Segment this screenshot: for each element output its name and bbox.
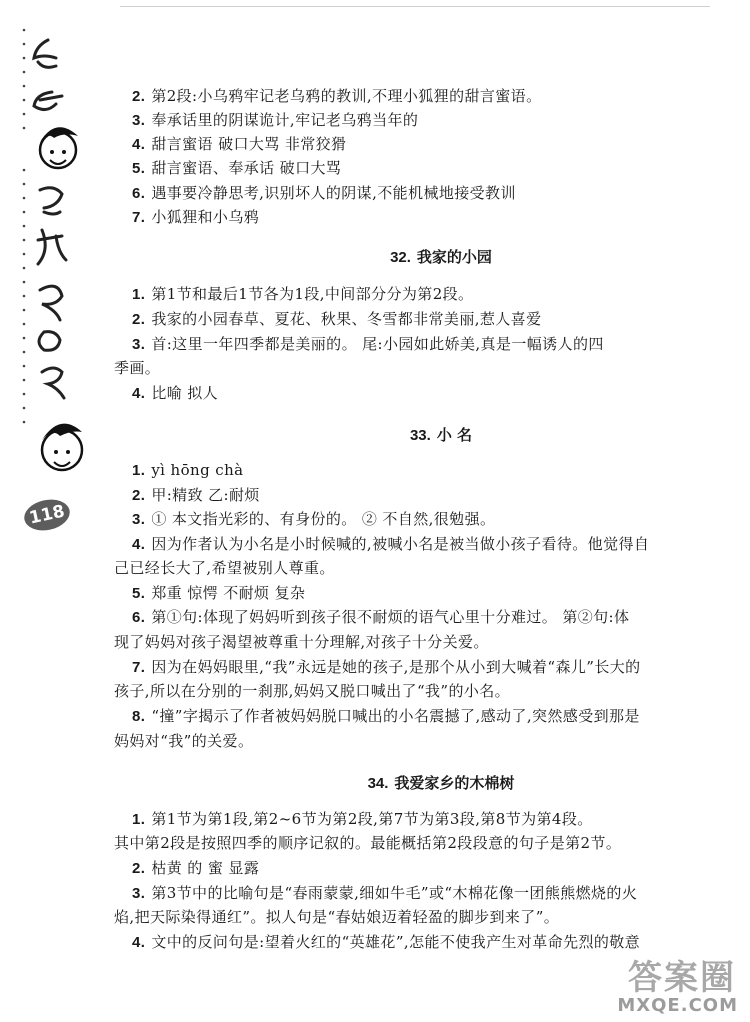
doodle-char-6 xyxy=(39,332,60,351)
doodle-char-2 xyxy=(34,92,62,110)
s33-item-8-cont: 妈妈对“我”的关爱。 xyxy=(114,732,254,750)
s34-item-4: 4. 文中的反问句是:望着火红的“英雄花”,怎能不使我产生对革命先烈的敬意 xyxy=(132,933,641,951)
watermark-logo: 答案圈 xyxy=(628,958,736,998)
doodle-char-7 xyxy=(42,368,64,398)
page-number-badge: 118 xyxy=(21,496,72,535)
cartoon-face-1-icon xyxy=(40,127,78,168)
s33-item-7-cont: 孩子,所以在分别的一刹那,妈妈又脱口喊出了“我”的小名。 xyxy=(114,682,511,700)
dotted-margin-line xyxy=(23,29,26,424)
s31-item-6: 6. 遇事要冷静思考,识别坏人的阴谋,不能机械地接受教训 xyxy=(132,184,516,202)
s34-item-1: 1. 第1节为第1段,第2~6节为第2段,第7节为第3段,第8节为第4段。 xyxy=(132,810,593,828)
s33-item-8: 8. “撞”字揭示了作者被妈妈脱口喊出的小名震撼了,感动了,突然感受到那是 xyxy=(132,707,640,725)
s33-item-5: 5. 郑重 惊愕 不耐烦 复杂 xyxy=(132,584,306,602)
s33-item-4-cont: 己已经长大了,希望被别人尊重。 xyxy=(114,559,335,577)
s31-item-2: 2. 第2段:小乌鸦牢记老乌鸦的教训,不理小狐狸的甜言蜜语。 xyxy=(132,87,542,105)
s32-item-2: 2. 我家的小园春草、夏花、秋果、冬雪都非常美丽,惹人喜爱 xyxy=(132,310,542,328)
top-rule xyxy=(120,6,710,7)
s33-item-7: 7. 因为在妈妈眼里,“我”永远是她的孩子,是那个从小到大喊着“森儿”长大的 xyxy=(132,658,641,676)
s34-item-1-cont: 其中第2段是按照四季的顺序记叙的。最能概括第2段段意的句子是第2节。 xyxy=(114,834,622,852)
watermark xyxy=(604,950,744,1018)
section-32-heading: 32. 我家的小园 xyxy=(390,248,492,266)
s32-item-1: 1. 第1节和最后1节各为1段,中间部分分为第2段。 xyxy=(132,285,474,303)
s31-item-3: 3. 奉承话里的阴谋诡计,牢记老乌鸦当年的 xyxy=(132,111,419,129)
s31-item-5: 5. 甜言蜜语、奉承话 破口大骂 xyxy=(132,159,342,177)
section-33-heading: 33. 小 名 xyxy=(409,426,473,444)
section-34-heading: 34. 我爱家乡的木棉树 xyxy=(367,774,515,792)
doodle-char-5 xyxy=(40,286,62,320)
s34-item-3: 3. 第3节中的比喻句是“春雨蒙蒙,细如牛毛”或“木棉花像一团熊熊燃烧的火 xyxy=(132,884,638,902)
s31-item-4: 4. 甜言蜜语 破口大骂 非常狡猾 xyxy=(132,135,347,153)
s33-item-4: 4. 因为作者认为小名是小时候喊的,被喊小名是被当做小孩子看待。他觉得自 xyxy=(132,535,650,553)
s33-item-6: 6. 第①句:体现了妈妈听到孩子很不耐烦的语气心里十分难过。 第②句:体 xyxy=(132,608,630,626)
s31-item-7: 7. 小狐狸和小乌鸦 xyxy=(132,208,260,226)
s33-item-6-cont: 现了妈妈对孩子渴望被尊重十分理解,对孩子十分关爱。 xyxy=(114,633,489,651)
s32-item-3: 3. 首:这里一年四季都是美丽的。 尾:小园如此娇美,真是一幅诱人的四 xyxy=(132,335,604,353)
s33-item-2: 2. 甲:精致 乙:耐烦 xyxy=(132,486,260,504)
s33-item-3: 3. ① 本文指光彩的、有身份的。 ② 不自然,很勉强。 xyxy=(132,510,496,528)
s34-item-2: 2. 枯黄 的 蜜 显露 xyxy=(132,859,260,877)
doodle-char-1 xyxy=(34,40,56,67)
doodle-char-3 xyxy=(40,188,62,214)
s32-item-3-cont: 季画。 xyxy=(114,359,161,377)
watermark-url: MXQE.COM xyxy=(617,995,738,1016)
s32-item-4: 4. 比喻 拟人 xyxy=(132,384,219,402)
s34-item-3-cont: 焰,把天际染得通红”。拟人句是“春姑娘迈着轻盈的脚步到来了”。 xyxy=(114,908,560,926)
s33-item-1: 1. yì hōng chà xyxy=(132,461,244,479)
